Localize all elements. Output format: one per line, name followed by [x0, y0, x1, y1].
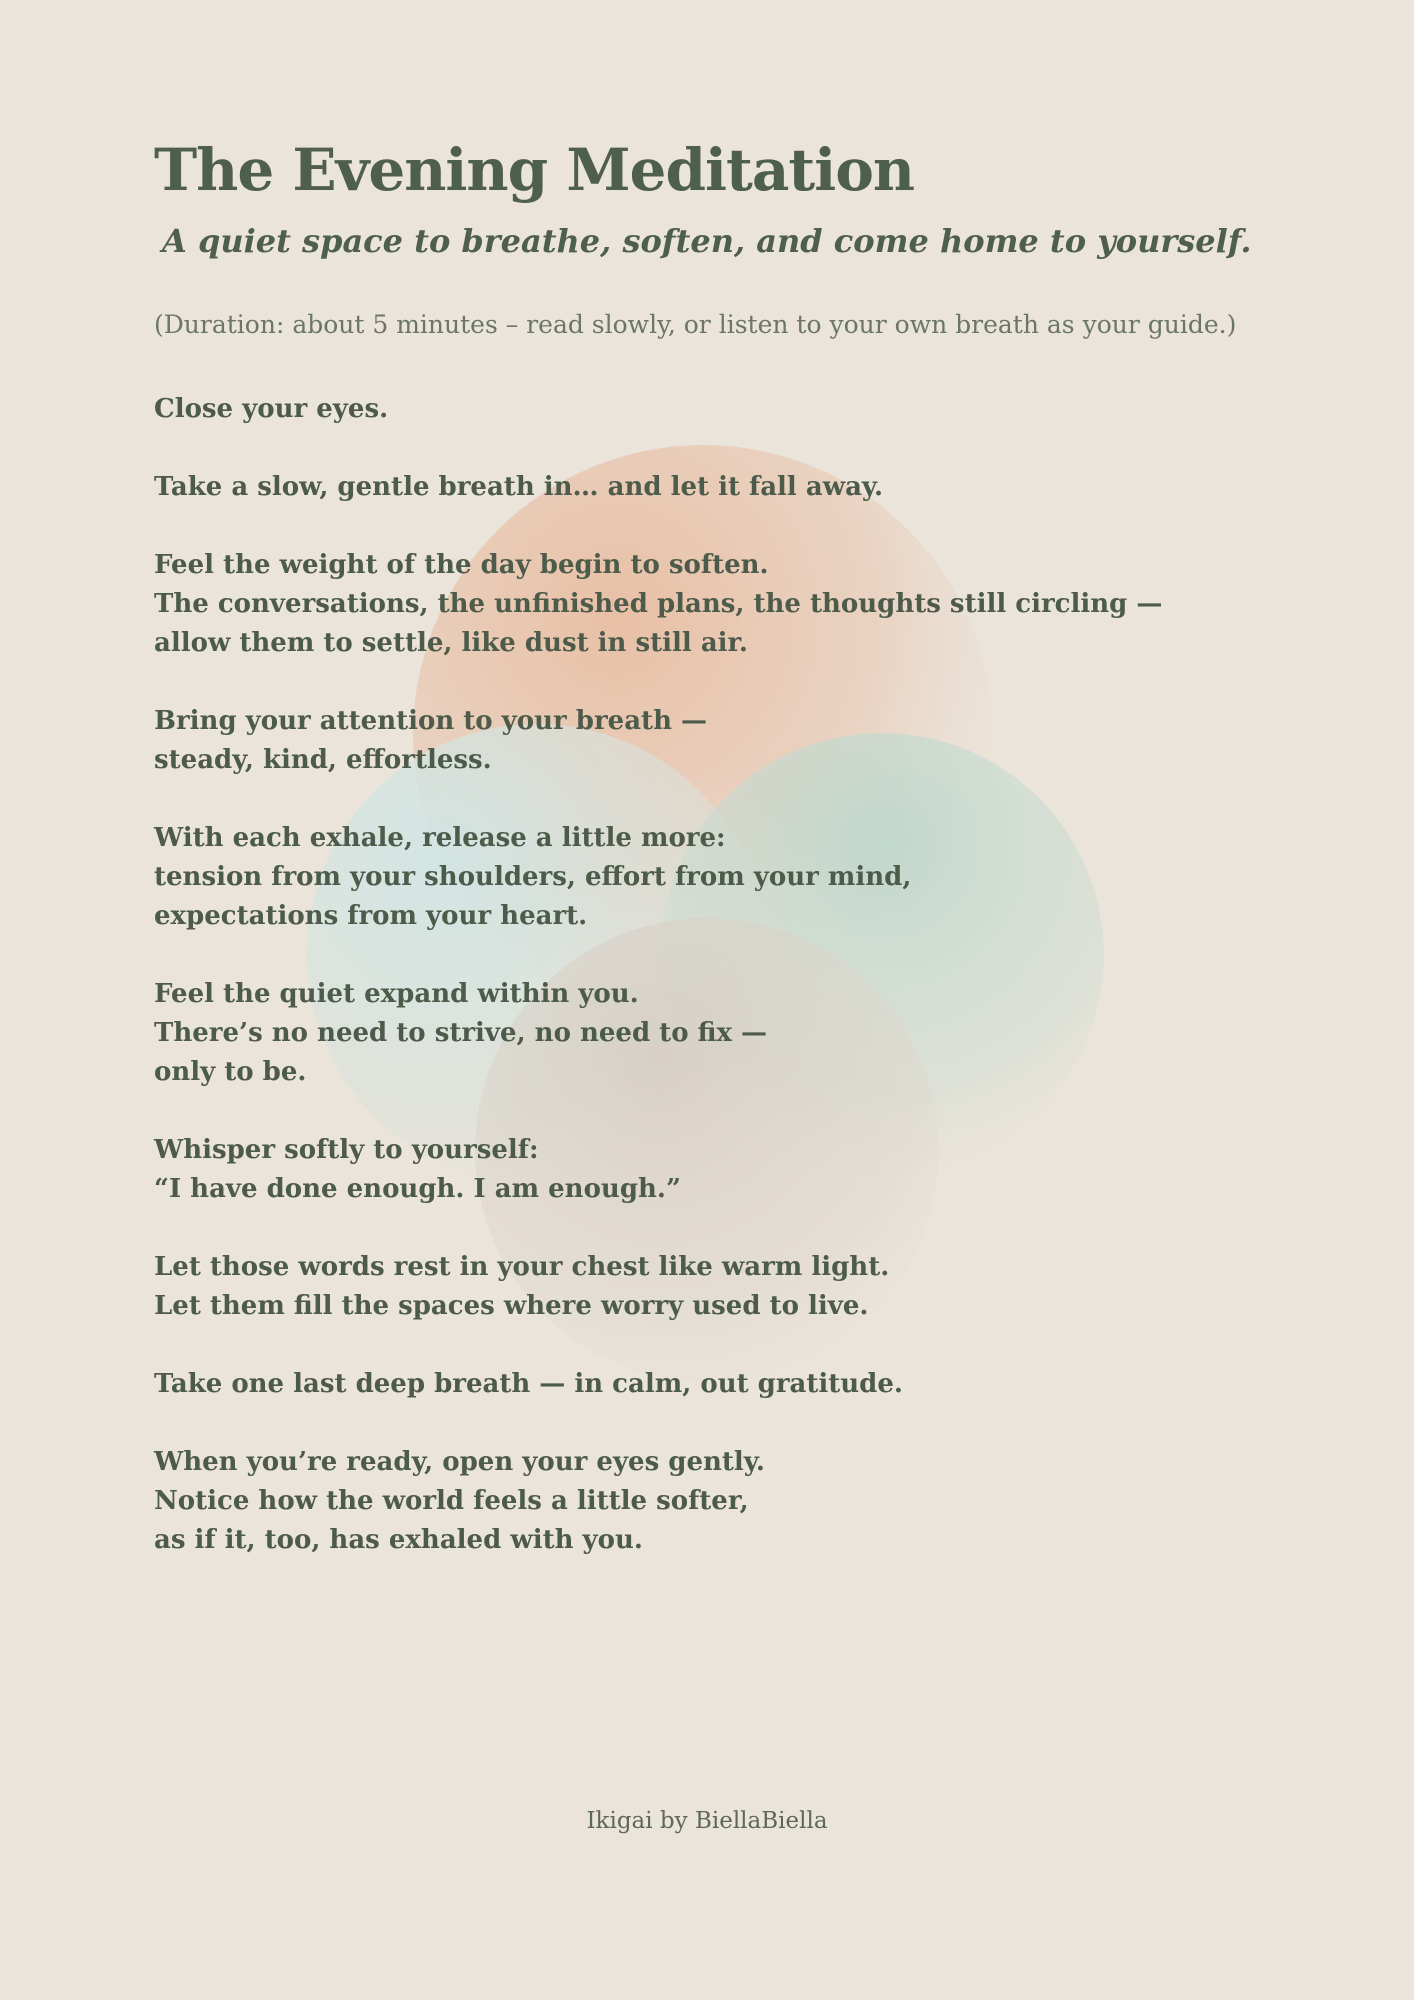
duration-note: (Duration: about 5 minutes – read slowly, or listen to your own breath as your guide.): [154, 310, 1237, 339]
stanza-line: Take one last deep breath — in calm, out gratitude.: [154, 1369, 903, 1399]
stanza: [154, 702, 1204, 780]
stanza: [154, 1365, 1204, 1404]
stanza-line: tension from your shoulders, effort from your mind,: [154, 862, 912, 892]
stanza-line: The conversations, the unfinished plans, the thoughts still circling —: [154, 589, 1163, 619]
stanza: [154, 390, 1204, 429]
stanza-line: Bring your attention to your breath —: [154, 706, 708, 736]
stanza-line: steady, kind, effortless.: [154, 745, 492, 775]
stanza-line: as if it, too, has exhaled with you.: [154, 1525, 643, 1555]
stanza-line: Feel the weight of the day begin to soften.: [154, 550, 769, 580]
stanza: [154, 1248, 1204, 1326]
stanza-line: When you’re ready, open your eyes gently.: [154, 1447, 765, 1477]
stanza: [154, 1131, 1204, 1209]
stanza-line: Let them fill the spaces where worry used to live.: [154, 1291, 869, 1321]
stanza-line: “I have done enough. I am enough.”: [154, 1174, 681, 1204]
stanza-line: allow them to settle, like dust in still air.: [154, 628, 748, 658]
stanza: [154, 468, 1204, 507]
stanza-line: Let those words rest in your chest like warm light.: [154, 1252, 890, 1282]
stanza-line: Close your eyes.: [154, 394, 389, 424]
stanza: [154, 975, 1204, 1092]
stanza: [154, 546, 1204, 663]
meditation-text: [154, 390, 1204, 1599]
footer-credit: Ikigai by BiellaBiella: [586, 1808, 828, 1834]
page-subtitle: A quiet space to breathe, soften, and come home to yourself.: [162, 222, 1252, 260]
meditation-page: [154, 0, 1314, 2000]
stanza-line: Feel the quiet expand within you.: [154, 979, 639, 1009]
stanza-line: There’s no need to strive, no need to fix —: [154, 1018, 768, 1048]
stanza-line: Take a slow, gentle breath in… and let it fall away.: [154, 472, 884, 502]
stanza: [154, 1443, 1204, 1560]
stanza-line: Whisper softly to yourself:: [154, 1135, 539, 1165]
stanza: [154, 819, 1204, 936]
stanza-line: Notice how the world feels a little softer,: [154, 1486, 749, 1516]
stanza-line: only to be.: [154, 1057, 307, 1087]
stanza-line: expectations from your heart.: [154, 901, 588, 931]
page-title: The Evening Meditation: [154, 136, 915, 204]
stanza-line: With each exhale, release a little more:: [154, 823, 726, 853]
